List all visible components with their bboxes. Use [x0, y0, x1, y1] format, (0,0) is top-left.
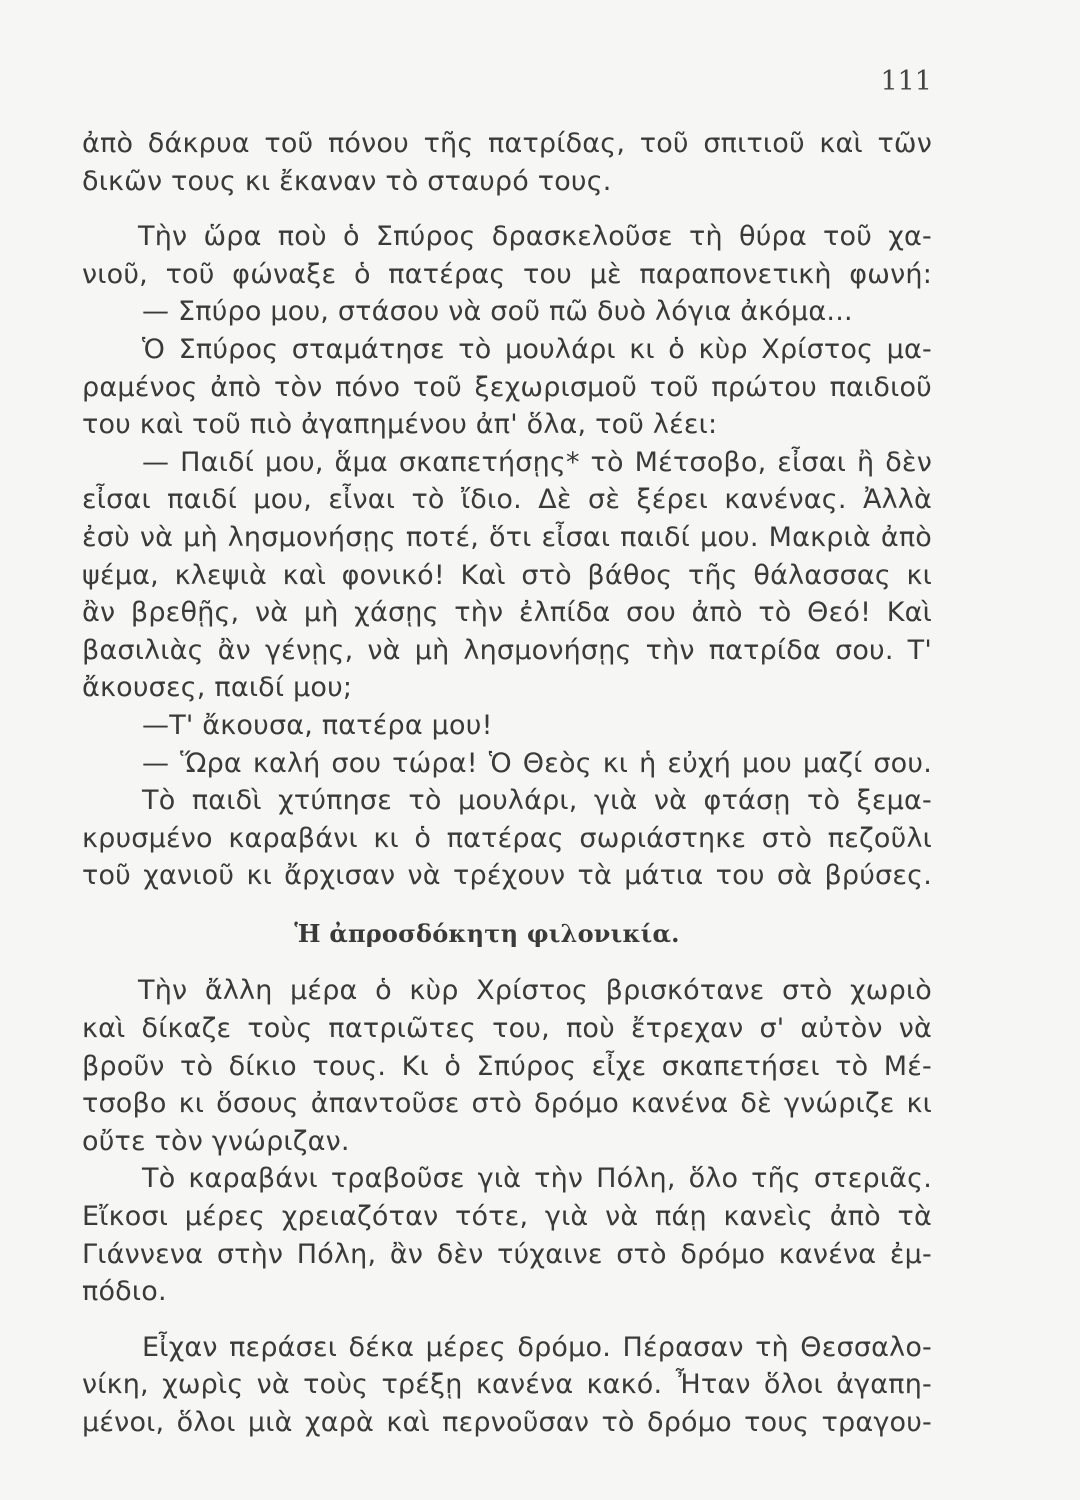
- paragraph-gap: [82, 200, 932, 218]
- text-line: — Ὥρα καλή σου τώρα! Ὁ Θεὸς κι ἡ εὐχή μου μαζί σου.: [142, 747, 932, 779]
- text-line: του καὶ τοῦ πιὸ ἀγαπημένου ἀπ' ὅλα, τοῦ λέει:: [82, 409, 718, 441]
- text-line: τσοβο κι ὅσους ἀπαντοῦσε στὸ δρόμο κανένα δὲ γνώριζε κι: [82, 1088, 932, 1120]
- body-text: [82, 125, 932, 1442]
- text-line: Ὁ Σπύρος σταμάτησε τὸ μουλάρι κι ὁ κὺρ Χρίστος μα-: [142, 333, 932, 365]
- text-line: — Παιδί μου, ἅμα σκαπετήσῃς* τὸ Μέτσοβο, εἶσαι ἢ δὲν: [142, 446, 932, 478]
- text-line: ἂν βρεθῇς, νὰ μὴ χάσῃς τὴν ἐλπίδα σου ἀπὸ τὸ Θεό! Καὶ: [82, 597, 932, 629]
- text-line: ἄκουσες, παιδί μου;: [82, 672, 353, 704]
- text-line: ραμένος ἀπὸ τὸν πόνο τοῦ ξεχωρισμοῦ τοῦ πρώτου παιδιοῦ: [82, 371, 932, 403]
- text-line: πόδιο.: [82, 1276, 167, 1308]
- text-line: — Σπύρο μου, στάσου νὰ σοῦ πῶ δυὸ λόγια ἀκόμα...: [142, 296, 853, 328]
- text-line: —Τ' ἄκουσα, πατέρα μου!: [142, 709, 493, 741]
- text-line: Τὸ καραβάνι τραβοῦσε γιὰ τὴν Πόλη, ὅλο τῆς στεριᾶς.: [142, 1163, 932, 1195]
- text-line: καὶ δίκαζε τοὺς πατριῶτες του, ποὺ ἔτρεχαν σ' αὐτὸν νὰ: [82, 1013, 932, 1045]
- section-gap: [82, 895, 932, 915]
- text-line: τοῦ χανιοῦ κι ἄρχισαν νὰ τρέχουν τὰ μάτια του σὰ βρύσες.: [82, 860, 932, 892]
- text-line: κρυσμένο καραβάνι κι ὁ πατέρας σωριάστηκε στὸ πεζοῦλι: [82, 822, 932, 854]
- text-line: βασιλιὰς ἂν γένῃς, νὰ μὴ λησμονήσῃς τὴν πατρίδα σου. Τ': [82, 634, 932, 666]
- text-line: νιοῦ, τοῦ φώναξε ὁ πατέρας του μὲ παραπονετικὴ φωνή:: [82, 258, 932, 290]
- text-line: Εἴκοσι μέρες χρειαζόταν τότε, γιὰ νὰ πάῃ κανεὶς ἀπὸ τὰ: [82, 1201, 932, 1233]
- text-line: νίκη, χωρὶς νὰ τοὺς τρέξῃ κανένα κακό. Ἦταν ὅλοι ἀγαπη-: [82, 1369, 932, 1401]
- text-line: Τὴν ἄλλη μέρα ὁ κὺρ Χρίστος βρισκότανε στὸ χωριὸ: [138, 975, 932, 1007]
- text-line: ψέμα, κλεψιὰ καὶ φονικό! Καὶ στὸ βάθος τῆς θάλασσας κι: [82, 559, 932, 591]
- text-line: Τὴν ὥρα ποὺ ὁ Σπύρος δρασκελοῦσε τὴ θύρα τοῦ χα-: [138, 221, 932, 253]
- text-line: μένοι, ὅλοι μιὰ χαρὰ καὶ περνοῦσαν τὸ δρόμο τους τραγου-: [82, 1407, 932, 1438]
- text-line: ἀπὸ δάκρυα τοῦ πόνου τῆς πατρίδας, τοῦ σπιτιοῦ καὶ τῶν: [82, 128, 932, 159]
- text-line: Τὸ παιδὶ χτύπησε τὸ μουλάρι, γιὰ νὰ φτάσῃ τὸ ξεμα-: [142, 785, 932, 817]
- text-line: Εἶχαν περάσει δέκα μέρες δρόμο. Πέρασαν τὴ Θεσσαλο-: [142, 1331, 932, 1363]
- section-heading: Ἡ ἀπροσδόκητη φιλονικία.: [294, 918, 680, 948]
- page-number: 111: [880, 66, 932, 97]
- text-line: εἶσαι παιδί μου, εἶναι τὸ ἴδιο. Δὲ σὲ ξέρει κανένας. Ἀλλὰ: [82, 484, 932, 516]
- text-line: οὔτε τὸν γνώριζαν.: [82, 1125, 350, 1157]
- text-line: δικῶν τους κι ἔκαναν τὸ σταυρό τους.: [82, 165, 612, 197]
- paragraph-gap: [82, 1311, 932, 1329]
- text-line: βροῦν τὸ δίκιο τους. Κι ὁ Σπύρος εἶχε σκαπετήσει τὸ Μέ-: [82, 1050, 932, 1082]
- section-gap: [82, 952, 932, 972]
- text-line: Γιάννενα στὴν Πόλη, ἂν δὲν τύχαινε στὸ δρόμο κανένα ἐμ-: [82, 1238, 932, 1270]
- text-line: ἐσὺ νὰ μὴ λησμονήσῃς ποτέ, ὅτι εἶσαι παιδί μου. Μακριὰ ἀπὸ: [82, 521, 932, 553]
